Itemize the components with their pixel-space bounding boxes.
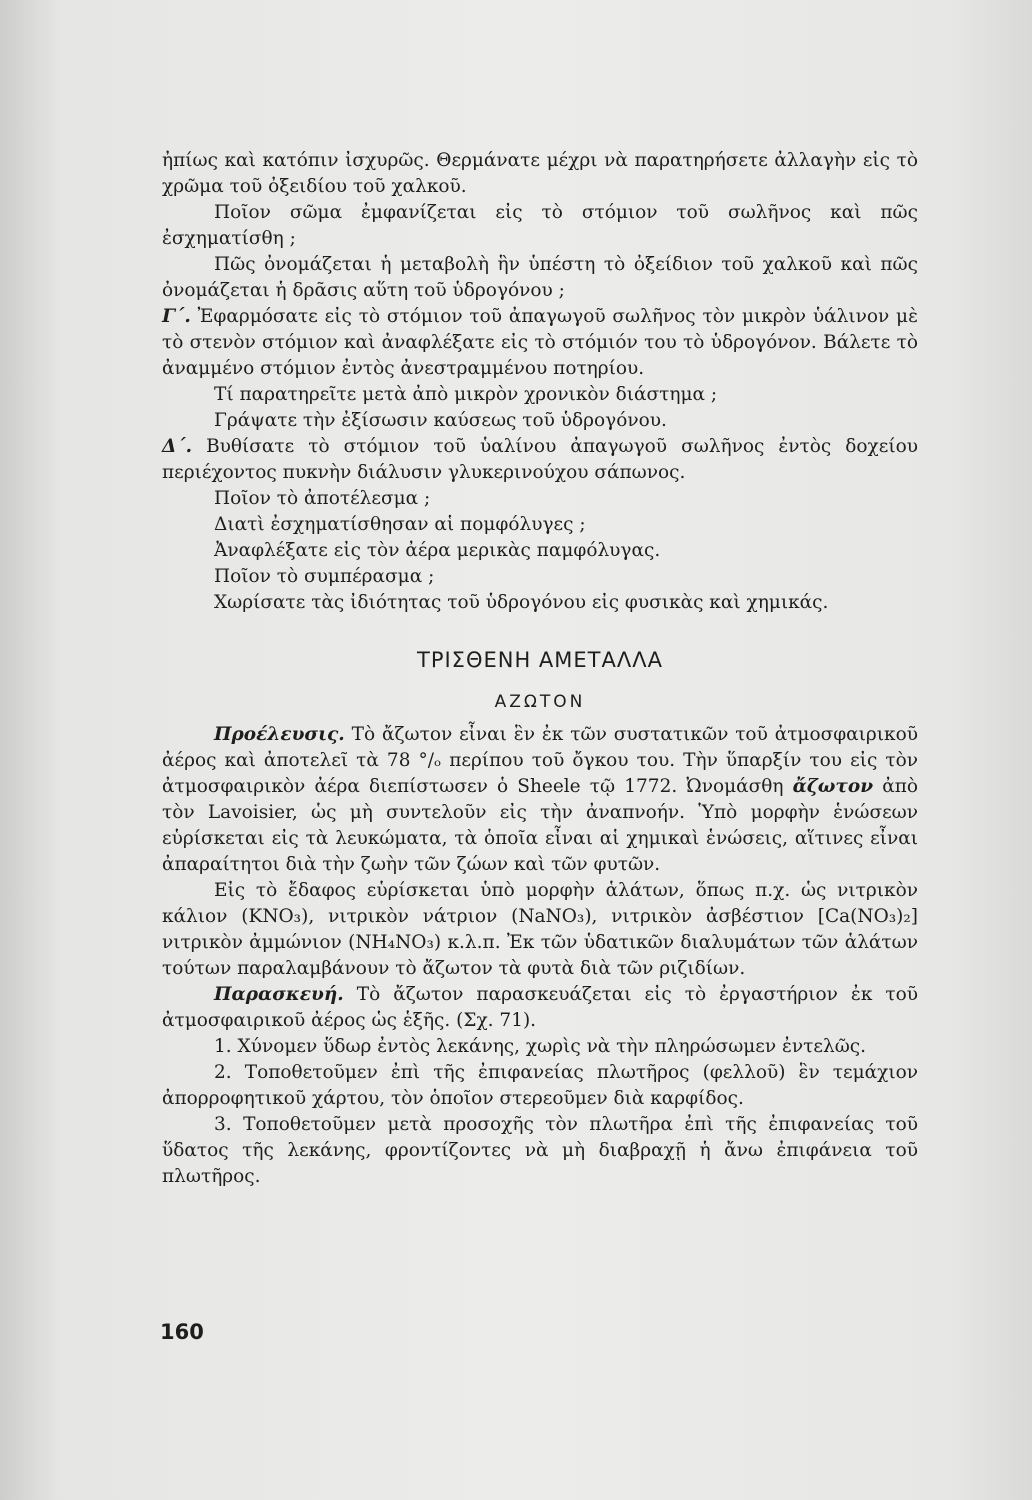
prep-text: Τὸ ἄζωτον παρασκευάζεται εἰς τὸ ἐργαστήριον ἐκ τοῦ ἀτμοσφαιρικοῦ ἀέρος ὡς ἑξῆς. (Σχ. 71).: [162, 984, 918, 1031]
step-label: Δ΄.: [162, 436, 193, 457]
question: Ποῖον τὸ ἀποτέλεσμα ;: [214, 488, 431, 509]
question: Ποῖον σῶμα ἐμφανίζεται εἰς τὸ στόμιον τοῦ σωλῆνος καὶ πῶς ἐσχηματίσθη ;: [162, 202, 918, 249]
instruction: Γράψατε τὴν ἐξίσωσιν καύσεως τοῦ ὑδρογόνου.: [214, 410, 667, 431]
question: Διατὶ ἐσχηματίσθησαν αἱ πομφόλυγες ;: [214, 514, 586, 535]
question: Ποῖον τὸ συμπέρασμα ;: [214, 566, 435, 587]
step-text: Βυθίσατε τὸ στόμιον τοῦ ὑαλίνου ἀπαγωγοῦ σωλῆνος ἐντὸς δοχείου περιέχοντος πυκνὴν διάλυσιν γλυκερινούχου σάπωνος.: [162, 436, 918, 483]
section-heading: ΤΡΙΣΘΕΝΗ ΑΜΕΤΑΛΛΑ: [417, 648, 663, 672]
step-item: 2. Τοποθετοῦμεν ἐπὶ τῆς ἐπιφανείας πλωτῆρος (φελλοῦ) ἓν τεμάχιον ἀπορροφητικοῦ χάρτου, τὸν ὁποῖον στερεοῦμεν διὰ καρφίδος.: [162, 1062, 918, 1109]
soil-paragraph: Εἰς τὸ ἔδαφος εὑρίσκεται ὑπὸ μορφὴν ἁλάτων, ὅπως π.χ. ὡς νιτρικὸν κάλιον (KNO₃), νιτρικὸν νάτριον (NaNO₃), νιτρικὸν ἀσβέστιον [Ca(NO₃)₂] νιτρικὸν ἀμμώνιον (NH₄NO₃) κ.λ.π. Ἐκ τῶν ὑδατικῶν διαλυμάτων τῶν ἁλάτων τούτων παραλαμβάνουν τὸ ἄζωτον τὰ φυτὰ διὰ τῶν ριζιδίων.: [162, 880, 918, 979]
page-number: 160: [160, 1320, 204, 1344]
step-g: [162, 304, 918, 382]
origin-text: ἀπὸ τὸν Lavoisier, ὡς μὴ συντελοῦν εἰς τὴν ἀναπνοήν. Ὑπὸ μορφὴν ἑνώσεων εὑρίσκεται εἰς τὰ λευκώματα, τὰ ὁποῖα εἶναι αἱ χημικαὶ ἑνώσεις, αἵτινες εἶναι ἀπαραίτητοι διὰ τὴν ζωὴν τῶν ζώων καὶ τῶν φυτῶν.: [162, 776, 918, 875]
origin-text: Τὸ ἄζωτον εἶναι ἓν ἐκ τῶν συστατικῶν τοῦ ἀτμοσφαιρικοῦ ἀέρος καὶ ἀποτελεῖ τὰ 78 °/ₒ περίπου τοῦ ὄγκου του. Τὴν ὕπαρξίν του εἰς τὸν ἀτμοσφαιρικὸν ἀέρα διεπίστωσεν ὁ Sheele τῷ 1772. Ὠνομάσθη: [162, 724, 918, 797]
body-text: [162, 148, 918, 1190]
step-label: Γ΄.: [162, 306, 191, 327]
instruction: Χωρίσατε τὰς ἰδιότητας τοῦ ὑδρογόνου εἰς φυσικὰς καὶ χημικάς.: [214, 592, 829, 613]
step-text: Ἐφαρμόσατε εἰς τὸ στόμιον τοῦ ἀπαγωγοῦ σωλῆνος τὸν μικρὸν ὑάλινον μὲ τὸ στενὸν στόμιον καὶ ἀναφλέξατε εἰς τὸ στόμιόν του τὸ ὑδρογόνον. Βάλετε τὸ ἀναμμένο στόμιον ἐντὸς ἀνεστραμμένου ποτηρίου.: [162, 306, 918, 379]
question: Τί παρατηρεῖτε μετὰ ἀπὸ μικρὸν χρονικὸν διάστημα ;: [214, 384, 718, 405]
step-item: 3. Τοποθετοῦμεν μετὰ προσοχῆς τὸν πλωτῆρα ἐπὶ τῆς ἐπιφανείας τοῦ ὕδατος τῆς λεκάνης, φροντίζοντες νὰ μὴ διαβραχῇ ἡ ἄνω ἐπιφάνεια τοῦ πλωτῆρος.: [162, 1114, 918, 1187]
instruction: Ἀναφλέξατε εἰς τὸν ἀέρα μερικὰς παμφόλυγας.: [214, 540, 661, 561]
origin-paragraph: [162, 722, 918, 878]
step-d: [162, 434, 918, 486]
prep-label: Παρασκευή.: [214, 984, 344, 1005]
prep-paragraph: [162, 982, 918, 1034]
question: Πῶς ὀνομάζεται ἡ μεταβολὴ ἣν ὑπέστη τὸ ὀξείδιον τοῦ χαλκοῦ καὶ πῶς ὀνομάζεται ἡ δρᾶσις αὕτη τοῦ ὑδρογόνου ;: [162, 254, 918, 301]
step-item: 1. Χύνομεν ὕδωρ ἐντὸς λεκάνης, χωρὶς νὰ τὴν πληρώσωμεν ἐντελῶς.: [214, 1036, 867, 1057]
origin-term: ἄζωτον: [792, 776, 874, 797]
paragraph: ἠπίως καὶ κατόπιν ἰσχυρῶς. Θερμάνατε μέχρι νὰ παρατηρήσετε ἀλλαγὴν εἰς τὸ χρῶμα τοῦ ὀξειδίου τοῦ χαλκοῦ.: [162, 150, 918, 197]
subsection-heading: ΑΖΩΤΟΝ: [494, 692, 586, 712]
origin-label: Προέλευσις.: [214, 724, 345, 745]
